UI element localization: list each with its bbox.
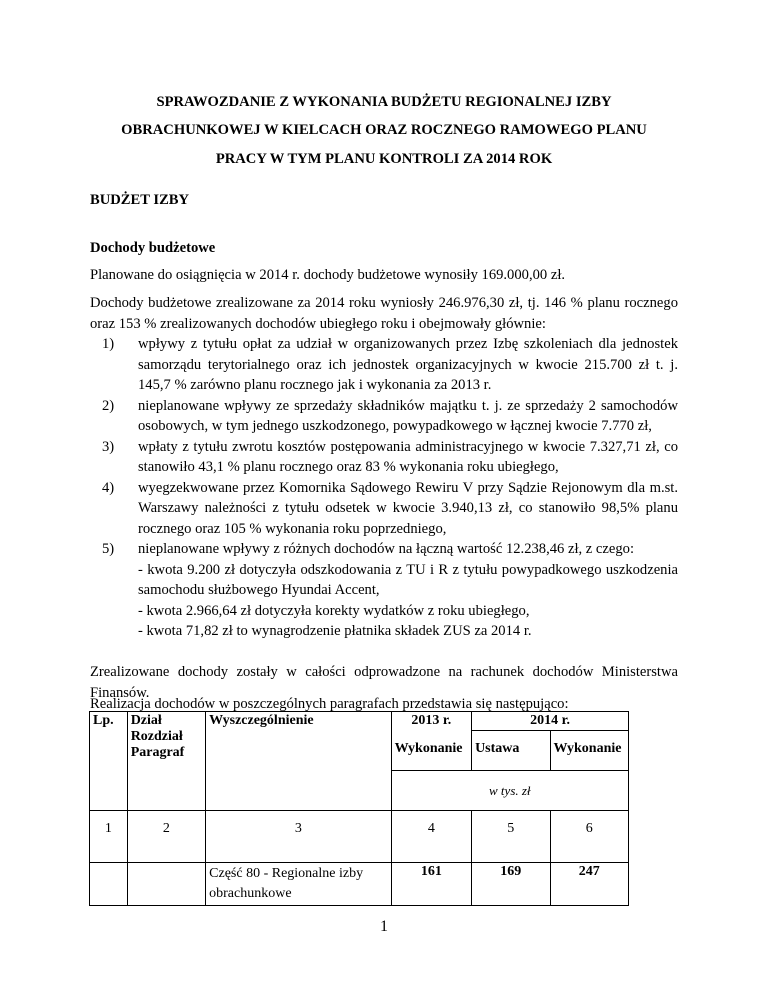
header-2014: 2014 r. (472, 712, 629, 731)
dash-item: - kwota 9.200 zł dotyczyła odszkodowania z TU i R z tytułu powypadkowego uszkodzenia samochodu służbowego Hyundai Accent, (138, 561, 678, 598)
subheading: Dochody budżetowe (90, 240, 216, 256)
list-item: 1) wpływy z tytułu opłat za udział w organizowanych przez Izbę szkoleniach dla jednostek samorządu terytorialnego oraz ich jednostek organizacyjnych w kwocie 215.700 zł t. j. 145,7 % zarówno planu rocznego jak i wykonania za 2013 r. (102, 336, 678, 393)
row-value-2013: 161 (391, 863, 471, 906)
header-ustawa: Ustawa (472, 731, 550, 771)
row-value-wykonanie-2014: 247 (550, 863, 628, 906)
col-num: 3 (206, 811, 391, 863)
col-num: 1 (90, 811, 128, 863)
col-num: 6 (550, 811, 628, 863)
col-num: 4 (391, 811, 471, 863)
col-num: 2 (127, 811, 205, 863)
list-item: 3) wpłaty z tytułu zwrotu kosztów postępowania administracyjnego w kwocie 7.327,71 zł, co stanowiło 43,1 % planu rocznego oraz 83 % wykonania roku ubiegłego, (102, 438, 678, 475)
section-heading: BUDŻET IZBY (90, 192, 190, 208)
income-list (90, 334, 678, 642)
header-dzial: Dział Rozdział Paragraf (127, 712, 205, 771)
list-item: 5) nieplanowane wpływy z różnych dochodów na łączną wartość 12.238,46 zł, z czego: (102, 541, 635, 557)
list-item: 4) wyegzekwowane przez Komornika Sądowego Rewiru V przy Sądzie Rejonowym dla m.st. Warszawy należności z tytułu odsetek w kwocie 3.940,13 zł, co stanowiło 98,5% planu rocznego oraz 105 % wykonania roku poprzedniego, (102, 479, 678, 537)
header-wykonanie-2013: Wykonanie (391, 731, 471, 771)
paragraph-transferred: Zrealizowane dochody zostały w całości odprowadzone na rachunek dochodów Ministerstwa Finansów. (90, 664, 678, 701)
title-line-3: PRACY W TYM PLANU KONTROLI ZA 2014 ROK (215, 151, 553, 167)
row-value-ustawa: 169 (472, 863, 550, 906)
title-line-2: OBRACHUNKOWEJ W KIELCACH ORAZ ROCZNEGO RAMOWEGO PLANU (121, 122, 647, 138)
title-line-1: SPRAWOZDANIE Z WYKONANIA BUDŻETU REGIONALNEJ IZBY (156, 94, 612, 110)
paragraph-realization: Realizacja dochodów w poszczególnych paragrafach przedstawia się następująco: (90, 696, 569, 712)
header-2013: 2013 r. (391, 712, 471, 731)
unit-label: w tys. zł (391, 770, 628, 811)
income-table (89, 711, 629, 906)
header-wykonanie-2014: Wykonanie (550, 731, 628, 771)
dash-item: - kwota 2.966,64 zł dotyczyła korekty wydatków z roku ubiegłego, (138, 602, 530, 619)
col-num: 5 (472, 811, 550, 863)
dash-item: - kwota 71,82 zł to wynagrodzenie płatnika składek ZUS za 2014 r. (138, 623, 532, 639)
header-wyszczegolnienie: Wyszczególnienie (206, 712, 391, 771)
paragraph-planned: Planowane do osiągnięcia w 2014 r. dochody budżetowe wynosiły 169.000,00 zł. (90, 267, 566, 283)
row-name: Część 80 - Regionalne izby obrachunkowe (206, 863, 391, 906)
page-number: 1 (380, 918, 388, 935)
header-lp: Lp. (90, 712, 128, 771)
list-item: 2) nieplanowane wpływy ze sprzedaży składników majątku t. j. ze sprzedaży 2 samochodów osobowych, w tym jednego uszkodzonego, powypadkowego w łącznej kwocie 7.770 zł, (102, 397, 678, 434)
paragraph-realized: Dochody budżetowe zrealizowane za 2014 roku wyniosły 246.976,30 zł, tj. 146 % planu rocznego oraz 153 % zrealizowanych dochodów ubiegłego roku i obejmowały głównie: (90, 295, 678, 332)
